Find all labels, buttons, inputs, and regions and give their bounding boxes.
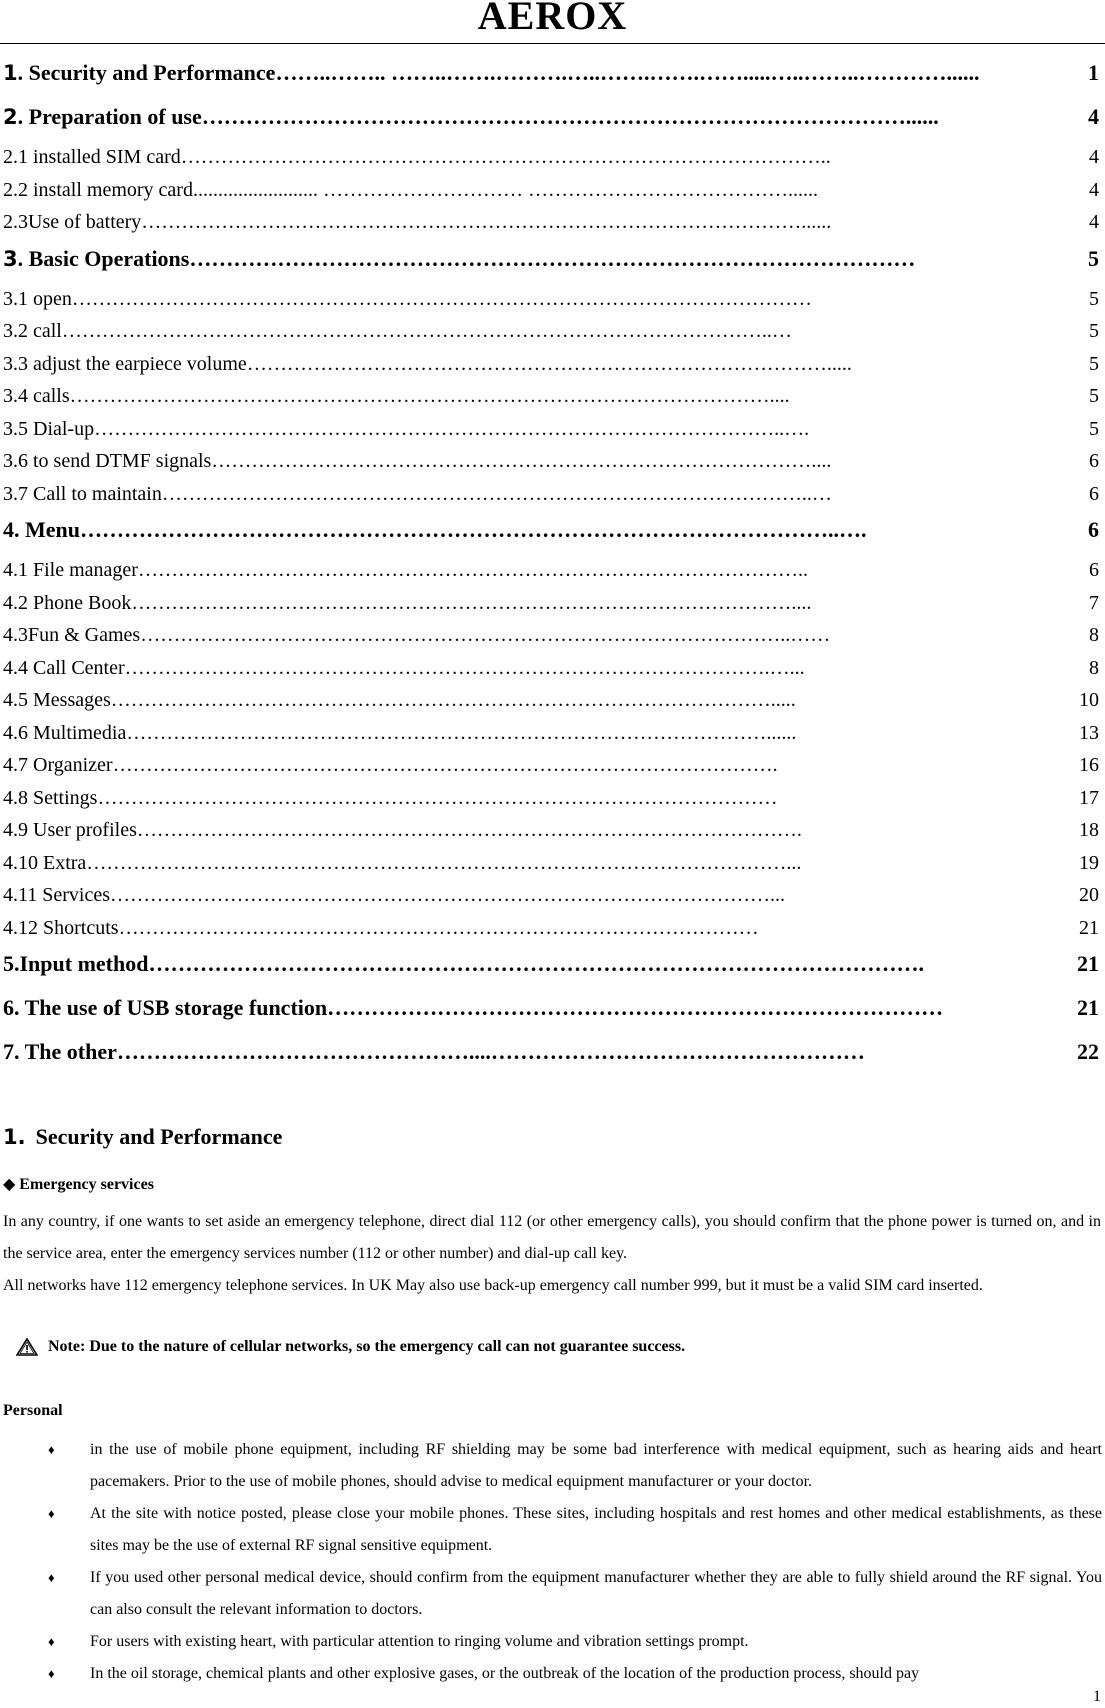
toc-entry-title: [3, 689, 111, 712]
toc-entry-text: 2.2 install memory card: [3, 178, 193, 201]
toc-entry: [3, 58, 1099, 102]
toc-leader-dots: ………………………………………………………………………………………...: [110, 884, 786, 906]
toc-entry-title: [3, 385, 70, 408]
toc-page-number: 5: [1088, 245, 1099, 271]
toc-page-number: 8: [1089, 624, 1099, 646]
toc-leader-dots: ……………………………………………………………………………………..: [180, 146, 831, 168]
toc-page-number: 1: [1088, 60, 1099, 85]
toc-leader-dots: …………………………………………………………………………………………………: [71, 287, 812, 310]
toc-leader-dots: …………………………………………………………………………: [327, 995, 944, 1020]
toc-entry-title: [3, 951, 148, 977]
personal-heading: Personal: [3, 1402, 63, 1419]
toc-leader-dots: ………………………………………………………………………………....: [211, 450, 832, 472]
document-title: AEROX: [477, 0, 628, 38]
toc-page-number: 6: [1089, 482, 1099, 505]
toc-entry-title: [3, 1039, 117, 1065]
toc-leader-dots: ......................... ………………………… …………………………………......: [192, 178, 818, 201]
toc-entry-title: [3, 624, 140, 647]
toc-page-number: 8: [1089, 656, 1099, 679]
toc-entry-number: 2: [3, 105, 18, 129]
toc-page-number: 18: [1079, 819, 1099, 841]
toc-entry: [3, 418, 1099, 451]
toc-entry-text: 2.1 installed SIM card: [3, 146, 181, 168]
toc-page-number: 5: [1089, 352, 1099, 375]
toc-page-number: 6: [1089, 450, 1099, 472]
toc-entry: [3, 787, 1099, 820]
emergency-heading: ◆ Emergency services: [3, 1176, 154, 1193]
toc-entry-title: [3, 353, 247, 376]
toc-page-number: 13: [1079, 721, 1099, 744]
toc-page-number: 5: [1089, 417, 1099, 440]
toc-leader-dots: …………………………………………………………………………………………..….: [94, 417, 810, 440]
toc-entry-text: 7. The other: [3, 1039, 117, 1064]
list-item: ♦ in the use of mobile phone equipment, including RF shielding may be some bad interference with medical equipment, such as hearing aids and heart pacemakers. Prior to the use of mobile phones, should advise to medical equipment manufacturer or your doctor.: [0, 1434, 1102, 1498]
toc-page-number: 5: [1089, 385, 1099, 407]
toc-entry-text: 4.10 Extra: [3, 851, 87, 874]
toc-entry-text: . Basic Operations: [17, 245, 190, 271]
toc-leader-dots: ………………………………………………………………………………………: [189, 245, 916, 271]
toc-entry-title: [3, 246, 189, 272]
toc-leader-dots: …………………………………………………………………………….....: [246, 352, 852, 375]
section-number: 1.: [3, 1125, 26, 1149]
toc-leader-dots: ……………………………………………………………………………………: [118, 916, 759, 939]
toc-entry-text: 4.6 Multimedia: [3, 721, 127, 744]
toc-entry-text: 3.2 call: [3, 320, 62, 342]
toc-leader-dots: …………………………………………....……………………………………………: [116, 1039, 865, 1064]
bullet-diamond-icon: ♦: [48, 1506, 55, 1521]
toc-entry-title: [3, 146, 181, 169]
toc-entry-text: . Security and Performance: [17, 60, 276, 85]
title-divider: [0, 43, 1105, 44]
toc-entry: [3, 450, 1099, 483]
toc-entry-title: [3, 288, 72, 311]
toc-entry-title: [3, 559, 138, 582]
toc-entry-text: 4.8 Settings: [3, 786, 98, 809]
toc-entry: [3, 624, 1099, 657]
toc-leader-dots: ……………………………………………………………………………………………...: [86, 851, 802, 874]
toc-entry: [3, 320, 1099, 353]
toc-entry-title: [3, 517, 80, 543]
list-item: ♦ If you used other personal medical device, should confirm from the equipment manufacturer whether they are able to fully shield around the RF signal. You can also consult the relevant information to doctors.: [0, 1562, 1102, 1626]
toc-entry-title: [3, 483, 162, 506]
toc-page-number: 22: [1077, 1039, 1099, 1064]
toc-leader-dots: …………………………………………………………………………………………….: [148, 951, 924, 976]
toc-entry-title: [3, 104, 202, 130]
toc-page-number: 5: [1089, 320, 1099, 342]
personal-bullet-list: [0, 1434, 1102, 1690]
toc-leader-dots: …………………………………………………………………………………………..….: [80, 517, 867, 542]
toc-entry-text: 4.3Fun & Games: [3, 624, 141, 646]
toc-entry-text: 3.5 Dial-up: [3, 417, 95, 440]
toc-entry: [3, 179, 1099, 212]
note-line: [16, 1338, 685, 1356]
toc-entry: [3, 1037, 1099, 1081]
toc-entry: [3, 852, 1099, 885]
toc-entry-title: [3, 60, 275, 86]
toc-page-number: 17: [1079, 786, 1099, 809]
bullet-diamond-icon: ♦: [48, 1666, 55, 1681]
toc-entry: [3, 515, 1099, 559]
bullet-diamond-icon: ♦: [48, 1442, 55, 1457]
table-of-contents: [3, 58, 1099, 1081]
toc-entry: [3, 211, 1099, 244]
toc-entry-title: [3, 450, 211, 473]
toc-entry: [3, 819, 1099, 852]
toc-page-number: 21: [1077, 995, 1099, 1020]
toc-entry-title: [3, 320, 62, 343]
toc-entry: [3, 483, 1099, 516]
toc-page-number: 20: [1079, 884, 1099, 906]
toc-leader-dots: ……………………………………………………………………………………….: [112, 754, 778, 776]
toc-entry: [3, 754, 1099, 787]
toc-page-number: 4: [1088, 104, 1099, 129]
toc-entry-title: [3, 754, 113, 777]
toc-leader-dots: ……………………………………………………………………………………………....: [69, 385, 790, 407]
toc-entry-text: 3.3 adjust the earpiece volume: [3, 352, 247, 375]
toc-entry-text: 4.7 Organizer: [3, 754, 113, 776]
bullet-diamond-icon: ♦: [48, 1634, 55, 1649]
toc-entry: [3, 689, 1099, 722]
toc-entry-text: 4.4 Call Center: [3, 656, 125, 679]
toc-leader-dots: ……………………………………………………………………………………......: [126, 721, 797, 744]
section-title: Security and Performance: [35, 1124, 283, 1149]
toc-leader-dots: ……………………………………………………………………………………………..…: [61, 320, 792, 342]
toc-entry-title: [3, 657, 125, 680]
toc-entry-text: 3.6 to send DTMF signals: [3, 450, 212, 472]
toc-entry-text: 4.2 Phone Book: [3, 591, 132, 614]
toc-entry: [3, 884, 1099, 917]
toc-leader-dots: …………………………………………………………………………………………: [97, 786, 778, 809]
toc-leader-dots: ………………………………………………………………………………………..: [137, 559, 808, 581]
toc-entry: [3, 244, 1099, 288]
toc-entry-text: 4. Menu: [3, 517, 80, 542]
emergency-paragraph-1: In any country, if one wants to set aside an emergency telephone, direct dial 112 (or other emergency calls), you should confirm that the phone power is turned on, and in the service area, enter the emergency services number (112 or other number) and dial-up call key.: [3, 1213, 1101, 1262]
toc-leader-dots: ……………………………………………………………………………………..…: [161, 482, 832, 505]
page-number: 1: [1093, 1688, 1101, 1705]
toc-page-number: 4: [1089, 146, 1099, 168]
toc-entry: [3, 288, 1099, 321]
toc-page-number: 6: [1089, 559, 1099, 581]
toc-leader-dots: ……..…….. ……..…….……….…..…….…….…….....…..……..…………......: [275, 60, 980, 85]
toc-entry-title: [3, 722, 126, 745]
toc-entry: [3, 917, 1099, 950]
toc-entry-title: [3, 884, 110, 907]
list-item: ♦ At the site with notice posted, please close your mobile phones. These sites, including hospitals and rest homes and other medical establishments, as these sites may be the use of external RF signal sensitive equipment.: [0, 1498, 1102, 1562]
toc-page-number: 10: [1079, 689, 1099, 711]
toc-entry-number: 3: [3, 246, 18, 271]
toc-entry-title: [3, 852, 86, 875]
toc-entry: [3, 993, 1099, 1037]
toc-entry-text: 6. The use of USB storage function: [3, 995, 328, 1020]
toc-entry: [3, 657, 1099, 690]
toc-entry-text: 4.11 Services: [3, 884, 111, 906]
toc-leader-dots: ……………………………………………………………………………………......: [201, 104, 939, 129]
toc-entry-title: [3, 819, 137, 842]
toc-entry-text: 4.12 Shortcuts: [3, 916, 119, 939]
toc-page-number: 21: [1079, 916, 1099, 939]
toc-page-number: 7: [1089, 591, 1099, 614]
toc-entry: [3, 385, 1099, 418]
toc-entry-title: [3, 592, 131, 615]
toc-page-number: 4: [1089, 178, 1099, 201]
warning-icon: [16, 1338, 38, 1356]
toc-entry-title: [3, 917, 119, 940]
toc-page-number: 6: [1088, 517, 1099, 542]
toc-entry-text: 3.1 open: [3, 287, 72, 310]
toc-entry-text: 5.Input method: [3, 951, 149, 976]
toc-entry: [3, 949, 1099, 993]
toc-entry: [3, 146, 1099, 179]
toc-leader-dots: ……………………………………………………………………………………….....: [110, 689, 796, 711]
toc-leader-dots: ……………………………………………………………………………………..……: [140, 624, 831, 646]
toc-entry: [3, 722, 1099, 755]
toc-entry: [3, 353, 1099, 386]
toc-entry-text: . Preparation of use: [17, 104, 202, 129]
toc-page-number: 19: [1079, 851, 1099, 874]
toc-leader-dots: …………………………………………………………………………………….…...: [124, 656, 805, 679]
toc-entry-text: 3.4 calls: [3, 385, 70, 407]
toc-entry-title: [3, 787, 97, 810]
note-text: Note: Due to the nature of cellular networks, so the emergency call can not guarantee success.: [48, 1338, 686, 1355]
toc-entry-title: [3, 211, 141, 234]
toc-entry: [3, 559, 1099, 592]
toc-page-number: 5: [1089, 287, 1099, 310]
toc-entry-text: 4.1 File manager: [3, 559, 138, 581]
list-item: ♦ For users with existing heart, with particular attention to ringing volume and vibration settings prompt.: [0, 1626, 1102, 1658]
toc-entry-text: 3.7 Call to maintain: [3, 482, 162, 505]
toc-entry-title: [3, 418, 94, 441]
toc-leader-dots: ………………………………………………………………………………………......: [141, 211, 832, 233]
toc-leader-dots: ………………………………………………………………………………………....: [131, 591, 812, 614]
toc-page-number: 21: [1077, 951, 1099, 976]
toc-entry: [3, 592, 1099, 625]
toc-entry: [3, 102, 1099, 146]
toc-leader-dots: ……………………………………………………………………………………….: [136, 819, 802, 841]
emergency-paragraph-2: All networks have 112 emergency telephone services. In UK May also use back-up emergency call number 999, but it must be a valid SIM card inserted.: [3, 1277, 983, 1294]
toc-page-number: 4: [1089, 211, 1099, 233]
toc-entry-text: 4.9 User profiles: [3, 819, 137, 841]
toc-entry-title: [3, 995, 327, 1021]
section-heading: [3, 1124, 282, 1150]
toc-entry-number: 1: [3, 61, 18, 85]
bullet-diamond-icon: ♦: [48, 1570, 55, 1585]
list-item: ♦ In the oil storage, chemical plants and other explosive gases, or the outbreak of the location of the production process, should pay: [0, 1658, 1102, 1690]
toc-page-number: 16: [1079, 754, 1099, 776]
toc-entry-text: 2.3Use of battery: [3, 211, 142, 233]
toc-entry-title: [3, 179, 193, 202]
toc-entry-text: 4.5 Messages: [3, 689, 111, 711]
